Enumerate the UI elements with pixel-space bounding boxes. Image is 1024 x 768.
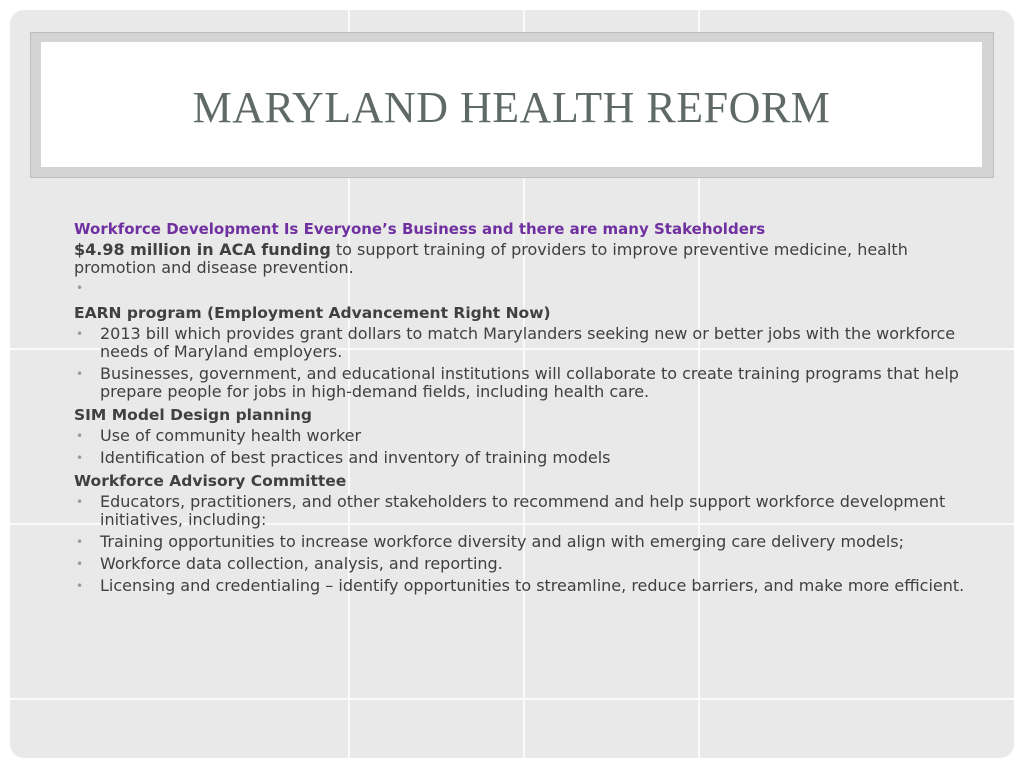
subheading: Workforce Development Is Everyone’s Business and there are many Stakeholders [74, 220, 766, 238]
empty-bullet [74, 281, 974, 299]
bullet-icon: • [76, 495, 84, 509]
bullet-list [74, 427, 974, 467]
bullet-icon: • [76, 327, 84, 341]
bullet-icon: • [76, 579, 84, 593]
bullet-list [74, 325, 974, 401]
slide-content [74, 219, 974, 599]
bullet-icon: • [76, 367, 84, 381]
grid-line [10, 698, 1014, 700]
bullet-item [74, 427, 974, 445]
title-frame [30, 32, 994, 178]
bullet-icon: • [76, 281, 84, 295]
bullet-item [74, 449, 974, 467]
bullet-text: Identification of best practices and inventory of training models [100, 448, 611, 467]
slide [10, 10, 1014, 758]
sections [74, 303, 974, 595]
bullet-text: Businesses, government, and educational institutions will collaborate to create training programs that help prepare people for jobs in high-demand fields, including health care. [100, 364, 959, 401]
bullet-text: Workforce data collection, analysis, and reporting. [100, 554, 503, 573]
bullet-text: 2013 bill which provides grant dollars to match Marylanders seeking new or better jobs with the workforce needs of Maryland employers. [100, 324, 956, 361]
section-heading: Workforce Advisory Committee [74, 472, 347, 490]
bullet-item [74, 365, 974, 401]
bullet-icon: • [76, 429, 84, 443]
section-heading: EARN program (Employment Advancement Right Now) [74, 304, 551, 322]
slide-title: MARYLAND HEALTH REFORM [192, 83, 831, 132]
bullet-text: Training opportunities to increase workforce diversity and align with emerging care delivery models; [100, 532, 905, 551]
bullet-text: Licensing and credentialing – identify opportunities to streamline, reduce barriers, and make more efficient. [100, 576, 965, 595]
bullet-item [74, 325, 974, 361]
funding-description: to support training of providers to improve preventive medicine, health promotion and disease prevention. [74, 240, 908, 277]
section-heading: SIM Model Design planning [74, 406, 312, 424]
bullet-list [74, 493, 974, 595]
bullet-text: Use of community health worker [100, 426, 362, 445]
funding-amount: $4.98 million in ACA funding [74, 240, 331, 259]
bullet-text: Educators, practitioners, and other stakeholders to recommend and help support workforce development initiatives, including: [100, 492, 946, 529]
bullet-item [74, 577, 974, 595]
bullet-icon: • [76, 535, 84, 549]
bullet-item [74, 493, 974, 529]
bullet-item [74, 555, 974, 573]
funding-paragraph [74, 241, 974, 277]
bullet-item [74, 533, 974, 551]
bullet-icon: • [76, 557, 84, 571]
bullet-icon: • [76, 451, 84, 465]
title-box [41, 42, 982, 167]
